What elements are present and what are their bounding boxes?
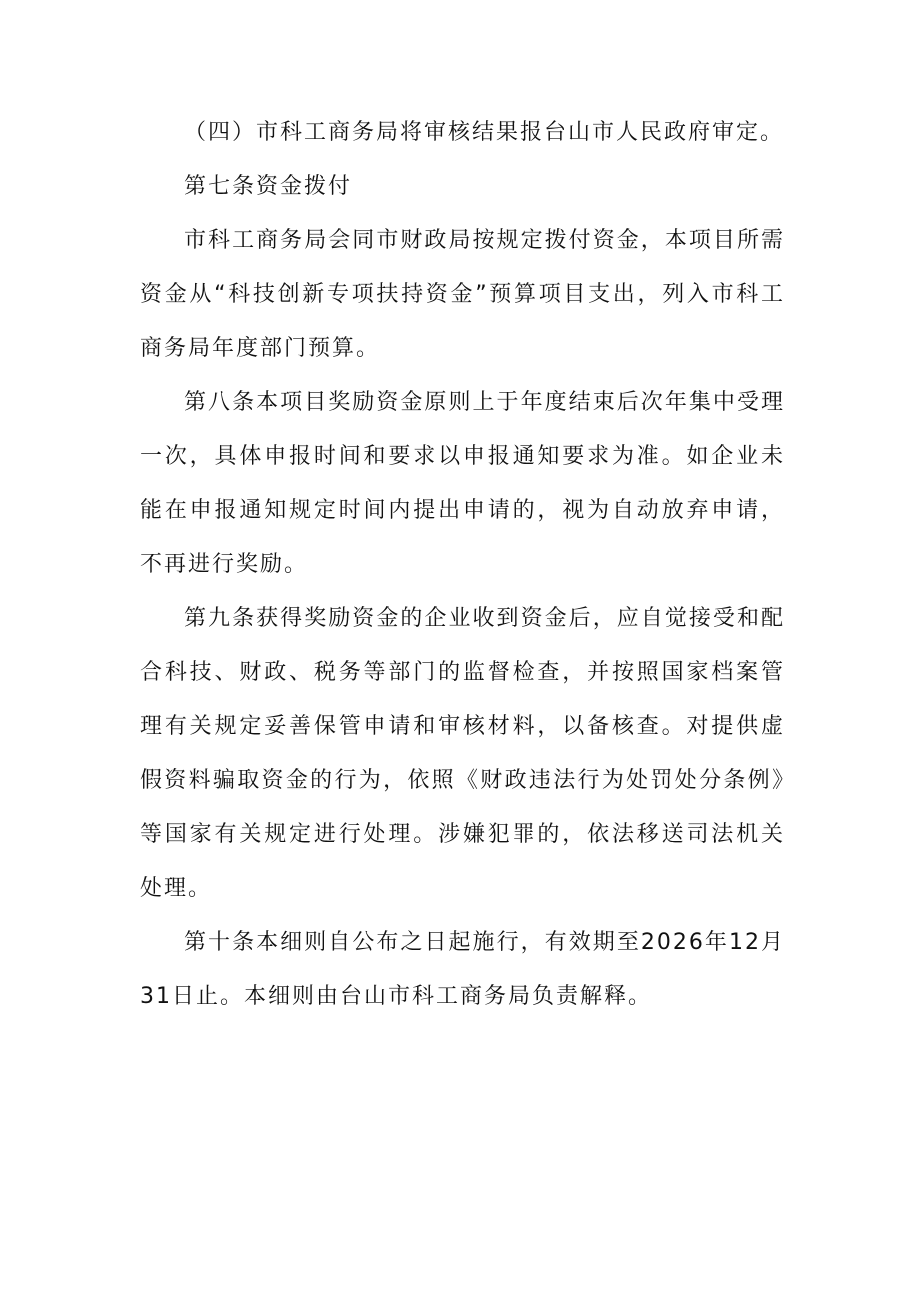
paragraph-article-8: 第八条本项目奖励资金原则上于年度结束后次年集中受理一次，具体申报时间和要求以申报通知要求为准。如企业未能在申报通知规定时间内提出申请的，视为自动放弃申请，不再进行奖励。	[140, 390, 785, 577]
paragraph-review-report: （四）市科工商务局将审核结果报台山市人民政府审定。	[184, 120, 785, 145]
paragraph-article-9: 第九条获得奖励资金的企业收到资金后，应自觉接受和配合科技、财政、税务等部门的监督检查，并按照国家档案管理有关规定妥善保管申请和审核材料，以备核查。对提供虚假资料骗取资金的行为，依照《财政违法行为处罚处分条例》等国家有关规定进行处理。涉嫌犯罪的，依法移送司法机关处理。	[140, 606, 785, 901]
document-body	[140, 106, 785, 1024]
paragraph-article-10: 第十条本细则自公布之日起施行，有效期至2026年12月31日止。本细则由台山市科工商务局负责解释。	[140, 930, 785, 1009]
paragraph-fund-allocation: 市科工商务局会同市财政局按规定拨付资金，本项目所需资金从“科技创新专项扶持资金”预算项目支出，列入市科工商务局年度部门预算。	[140, 228, 785, 361]
paragraph-article-7-heading: 第七条资金拨付	[184, 174, 353, 199]
